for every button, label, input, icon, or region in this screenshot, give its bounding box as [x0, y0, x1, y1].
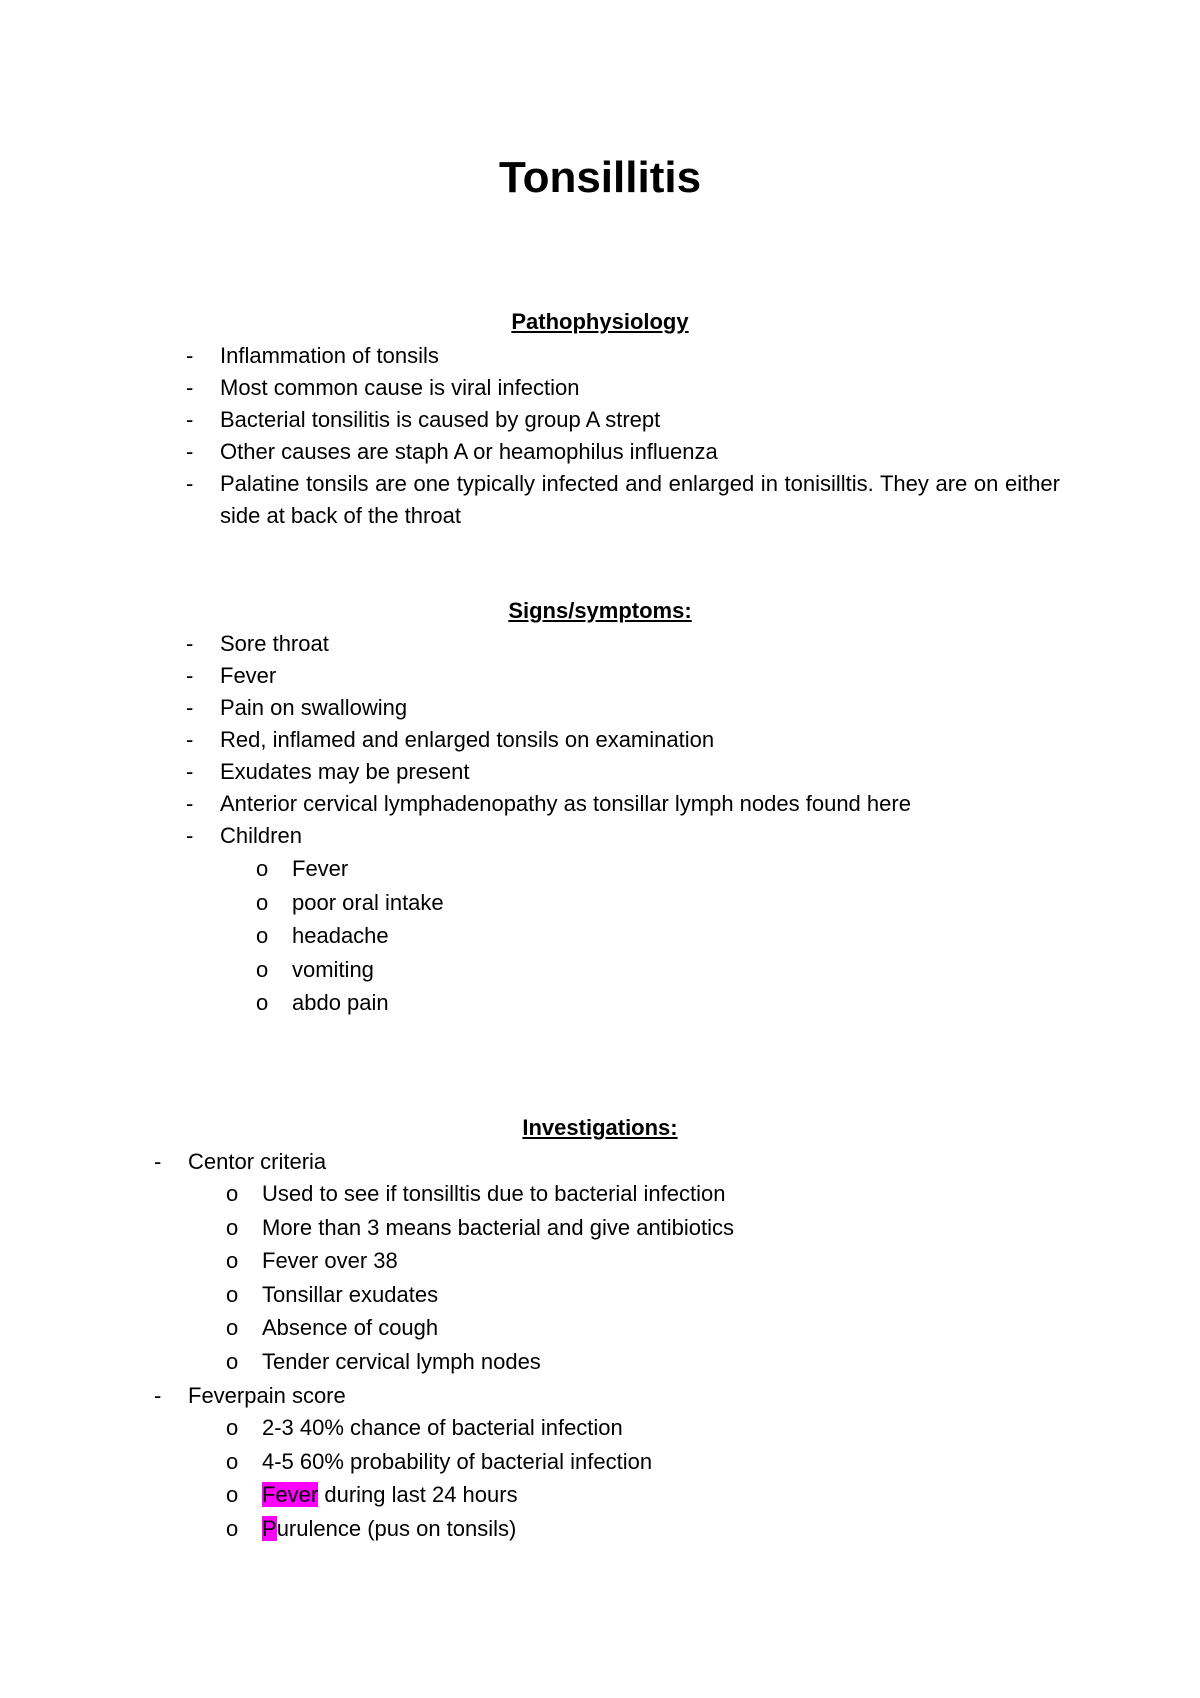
- list-item-text: Feverpain score: [188, 1383, 346, 1408]
- sublist-item-text: Fever: [292, 856, 349, 881]
- sublist-item-text: [262, 1512, 516, 1546]
- centor-sublist: [226, 1177, 1026, 1378]
- sublist-item-text-rest: urulence (pus on tonsils): [276, 1515, 517, 1541]
- signs-heading: Signs/symptoms:: [508, 598, 692, 623]
- circle-bullet: o: [256, 856, 269, 881]
- list-item: [186, 436, 1066, 468]
- dash-marker: -: [186, 727, 194, 752]
- list-item: [186, 756, 1066, 788]
- sublist-item: [226, 1512, 1026, 1546]
- circle-bullet: o: [226, 1281, 239, 1307]
- sublist-item: [226, 1411, 1026, 1445]
- sublist-item: [256, 919, 956, 953]
- dash-marker: -: [186, 343, 194, 368]
- sublist-item: [226, 1311, 1026, 1345]
- list-item-text: Bacterial tonsilitis is caused by group A strept: [220, 407, 661, 432]
- sublist-item-text: Used to see if tonsilltis due to bacterial infection: [262, 1181, 726, 1206]
- circle-bullet: o: [226, 1482, 239, 1507]
- circle-bullet: o: [256, 990, 269, 1015]
- sublist-item: [226, 1177, 1026, 1211]
- circle-bullet: o: [256, 956, 269, 982]
- dash-marker: -: [186, 663, 194, 688]
- dash-marker: -: [186, 759, 194, 784]
- dash-marker: -: [186, 407, 194, 432]
- list-item: [154, 1146, 1054, 1178]
- list-item-text: Exudates may be present: [220, 759, 470, 784]
- sublist-item-text: Fever over 38: [262, 1248, 398, 1273]
- feverpain-list: [154, 1380, 1054, 1412]
- dash-marker: -: [186, 471, 194, 496]
- sublist-item-text: abdo pain: [292, 990, 389, 1015]
- circle-bullet: o: [256, 889, 269, 915]
- list-item-text: Most common cause is viral infection: [220, 375, 580, 400]
- dash-marker: -: [154, 1149, 162, 1174]
- list-item: [186, 372, 1066, 404]
- list-item-text: Red, inflamed and enlarged tonsils on examination: [220, 727, 715, 752]
- list-item: [186, 660, 1066, 692]
- list-item-text: Centor criteria: [188, 1149, 327, 1174]
- sublist-item: [226, 1278, 1026, 1312]
- sublist-item: [226, 1345, 1026, 1379]
- sublist-item-text: Tonsillar exudates: [262, 1281, 439, 1307]
- list-item: [154, 1380, 1054, 1412]
- sublist-item-text: vomiting: [292, 956, 374, 982]
- pathophysiology-heading: Pathophysiology: [511, 309, 689, 334]
- dash-marker: -: [186, 631, 194, 656]
- sublist-item: [226, 1244, 1026, 1278]
- list-item-text: Sore throat: [220, 631, 329, 656]
- dash-marker: -: [154, 1383, 162, 1408]
- page-title: Tonsillitis: [498, 153, 702, 202]
- sublist-item: [226, 1211, 1026, 1245]
- sublist-item-text: Absence of cough: [262, 1315, 439, 1340]
- signs-list: [186, 628, 1066, 852]
- list-item: [186, 692, 1066, 724]
- list-item-text: Anterior cervical lymphadenopathy as tonsillar lymph nodes found here: [220, 791, 911, 816]
- circle-bullet: o: [226, 1448, 239, 1474]
- sublist-item-text: 2-3 40% chance of bacterial infection: [262, 1415, 623, 1440]
- list-item: [186, 404, 1066, 436]
- circle-bullet: o: [256, 923, 269, 948]
- sublist-item: [226, 1445, 1026, 1479]
- list-item-text: Other causes are staph A or heamophilus influenza: [220, 439, 718, 464]
- list-item: [186, 468, 1066, 532]
- list-item-text: Children: [220, 823, 302, 848]
- list-item: [186, 340, 1066, 372]
- sublist-item-text: headache: [292, 923, 389, 948]
- circle-bullet: o: [226, 1248, 239, 1273]
- sublist-item: [256, 986, 956, 1020]
- sublist-item: [256, 953, 956, 987]
- circle-bullet: o: [226, 1181, 239, 1206]
- list-item-text: Fever: [220, 663, 277, 688]
- list-item-text: Inflammation of tonsils: [220, 343, 439, 368]
- dash-marker: -: [186, 695, 194, 720]
- dash-marker: -: [186, 375, 194, 400]
- list-item: [186, 628, 1066, 660]
- list-item-text: Pain on swallowing: [220, 695, 408, 720]
- dash-marker: -: [186, 823, 194, 848]
- circle-bullet: o: [226, 1348, 239, 1374]
- sublist-item-text: [262, 1478, 518, 1512]
- sublist-item-text: More than 3 means bacterial and give antibiotics: [262, 1214, 735, 1240]
- dash-marker: -: [186, 439, 194, 464]
- sublist-item: [256, 852, 956, 886]
- pathophysiology-list: [186, 340, 1066, 532]
- centor-list: [154, 1146, 1054, 1178]
- sublist-item-text-rest: during last 24 hours: [318, 1482, 518, 1507]
- circle-bullet: o: [226, 1415, 239, 1440]
- sublist-item-text: 4-5 60% probability of bacterial infection: [262, 1448, 653, 1474]
- list-item-text: Palatine tonsils are one typically infected and enlarged in tonisilltis. They are on either side at back of the throat: [220, 471, 1060, 528]
- circle-bullet: o: [226, 1515, 239, 1541]
- investigations-heading: Investigations:: [522, 1115, 678, 1140]
- list-item: [186, 820, 1066, 852]
- list-item: [186, 724, 1066, 756]
- list-item: [186, 788, 1066, 820]
- feverpain-sublist: [226, 1411, 1026, 1545]
- highlighted-text: P: [262, 1515, 277, 1541]
- sublist-item-text: poor oral intake: [292, 889, 444, 915]
- highlighted-text: Fever: [262, 1482, 319, 1507]
- circle-bullet: o: [226, 1214, 239, 1240]
- dash-marker: -: [186, 791, 194, 816]
- sublist-item: [226, 1478, 1026, 1512]
- circle-bullet: o: [226, 1315, 239, 1340]
- sublist-item-text: Tender cervical lymph nodes: [262, 1348, 541, 1374]
- children-sublist: [256, 852, 956, 1020]
- sublist-item: [256, 886, 956, 920]
